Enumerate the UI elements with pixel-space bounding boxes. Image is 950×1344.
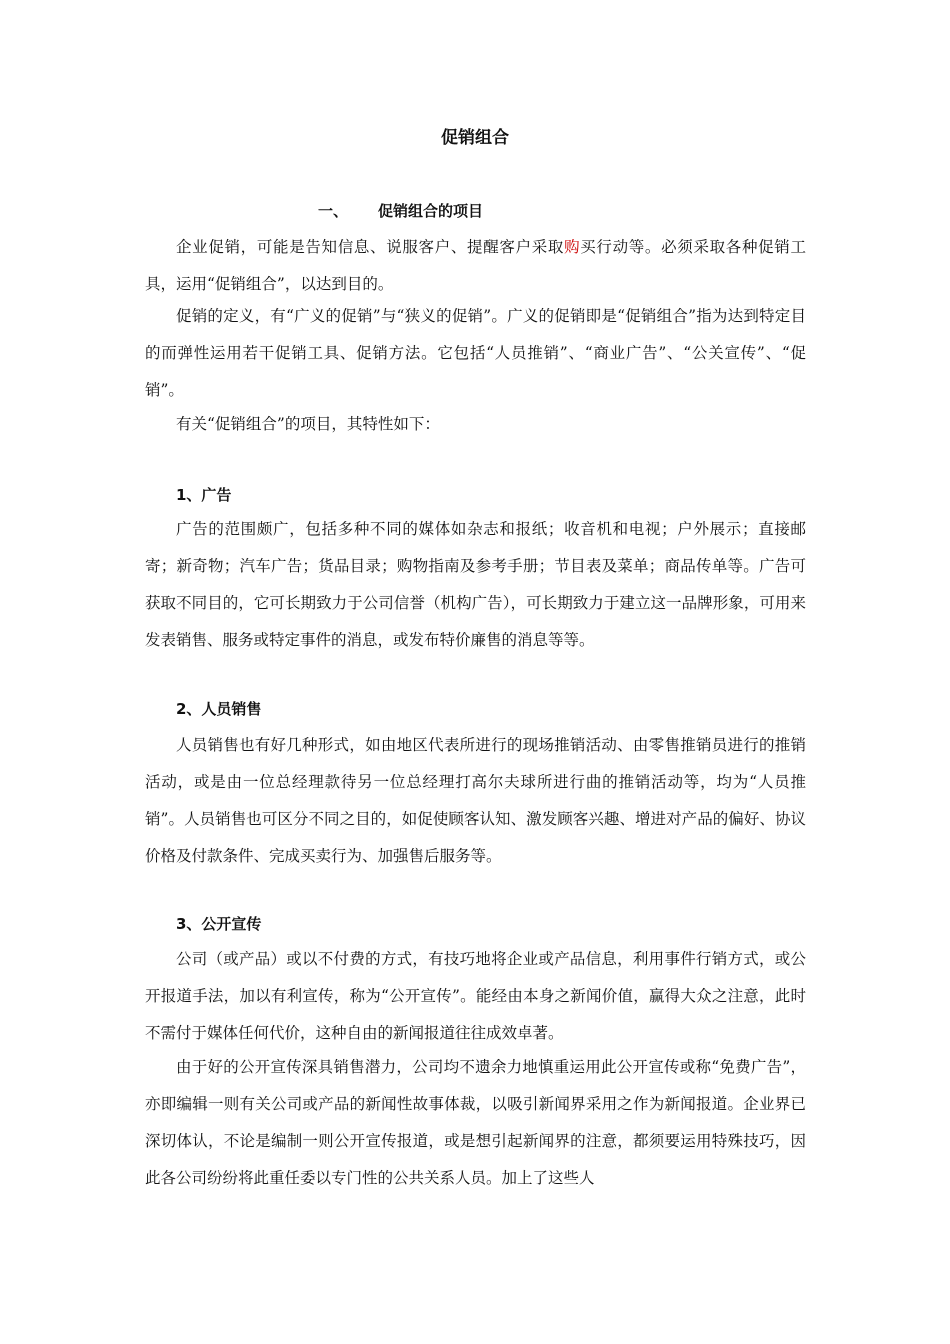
personal-selling-paragraph: 人员销售也有好几种形式，如由地区代表所进行的现场推销活动、由零售推销员进行的推销活动，或是由一位总经理款待另一位总经理打高尔夫球所进行曲的推销活动等，均为“人员推销”。人员销售也可区分不同之目的，如促使顾客认知、激发顾客兴趣、增进对产品的偏好、协议价格及付款条件、完成买卖行为、加强售后服务等。 [145,736,806,865]
section-number: 一、 [318,202,349,220]
section-heading [318,200,483,222]
section-title: 促销组合的项目 [378,202,484,220]
advertising-paragraph: 广告的范围颇广，包括多种不同的媒体如杂志和报纸；收音机和电视；户外展示；直接邮寄；新奇物；汽车广告；货品目录；购物指南及参考手册；节目表及菜单；商品传单等。广告可获取不同目的，它可长期致力于公司信誉（机构广告），可长期致力于建立这一品牌形象，可用来发表销售、服务或特定事件的消息，或发布特价廉售的消息等等。 [145,520,806,649]
intro-p1-highlight: 购 [564,238,581,256]
item-heading-advertising: 1、广告 [176,486,232,504]
item-heading-personal-selling: 2、人员销售 [176,700,262,718]
publicity-paragraph-1: 公司（或产品）或以不付费的方式，有技巧地将企业或产品信息，利用事件行销方式，或公开报道手法，加以有利宣传，称为“公开宣传”。能经由本身之新闻价值，赢得大众之注意，此时不需付于媒体任何代价，这种自由的新闻报道往往成效卓著。 [145,950,806,1042]
item-heading-publicity: 3、公开宣传 [176,915,262,933]
intro-p1-text-b: 买行动等。必须采取各种促销工具，运用“促销组合”，以达到目的。 [145,238,806,293]
intro-p1-text-a: 企业促销，可能是告知信息、说服客户、提醒客户采取 [176,238,565,256]
intro-paragraph-2: 促销的定义，有“广义的促销”与“狭义的促销”。广义的促销即是“促销组合”指为达到特定目的而弹性运用若干促销工具、促销方法。它包括“人员推销”、“商业广告”、“公关宣传”、“促销”。 [145,307,806,399]
publicity-paragraph-2: 由于好的公开宣传深具销售潜力，公司均不遗余力地慎重运用此公开宣传或称“免费广告”，亦即编辑一则有关公司或产品的新闻性故事体裁，以吸引新闻界采用之作为新闻报道。企业界已深切体认，不论是编制一则公开宣传报道，或是想引起新闻界的注意，都须要运用特殊技巧，因此各公司纷纷将此重任委以专门性的公共关系人员。加上了这些人 [145,1058,806,1187]
intro-paragraph-3: 有关“促销组合”的项目，其特性如下： [176,415,440,433]
intro-paragraph-1 [145,229,806,303]
document-title: 促销组合 [441,128,509,148]
